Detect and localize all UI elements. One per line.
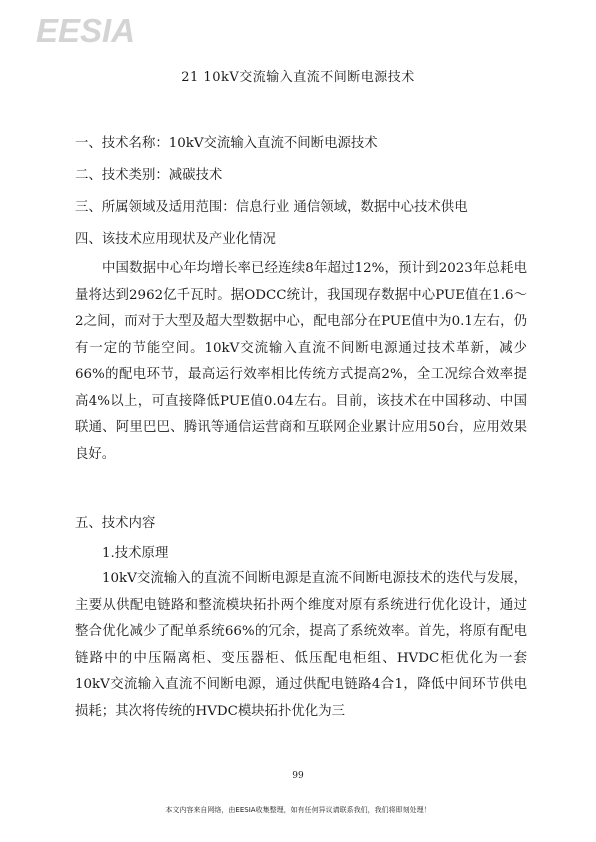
principle-paragraph: 10kV交流输入的直流不间断电源是直流不间断电源技术的迭代与发展，主要从供配电链路和整流模块拓扑两个维度对原有系统进行优化设计，通过整合优化减少了配单系统66%的冗余，提高了系统效率。首先，将原有配电链路中的中压隔离柜、变压器柜、低压配电柜组、HVDC柜优化为一套10kV交流输入直流不间断电源，通过供配电链路4合1，降低中间环节供电损耗；其次将传统的HVDC模块拓扑优化为三 bbox=[75, 571, 527, 719]
subheading-principle: 1.技术原理 bbox=[102, 546, 169, 561]
svg-text:EESIA: EESIA bbox=[36, 12, 136, 48]
status-heading: 四、该技术应用现状及产业化情况 bbox=[75, 232, 276, 247]
page-number: 99 bbox=[292, 771, 304, 781]
technology-category-item: 二、技术类别：减碳技术 bbox=[75, 168, 223, 183]
eesia-logo bbox=[36, 12, 148, 48]
document-title: 21 10kV交流输入直流不间断电源技术 bbox=[181, 70, 415, 85]
section-heading-technical-content: 五、技术内容 bbox=[75, 516, 156, 531]
footer-disclaimer: 本文内容来自网络，由EESIA收集整理，如有任何异议请联系我们，我们将即刻处理！ bbox=[165, 806, 431, 814]
technology-name-item: 一、技术名称：10kV交流输入直流不间断电源技术 bbox=[75, 136, 378, 151]
application-scope-item: 三、所属领域及适用范围：信息行业 通信领域，数据中心技术供电 bbox=[75, 200, 468, 215]
status-paragraph: 中国数据中心年均增长率已经连续8年超过12%，预计到2023年总耗电量将达到2962亿千瓦时。据ODCC统计，我国现存数据中心PUE值在1.6～2之间，而对于大型及超大型数据中心，配电部分在PUE值中为0.1左右，仍有一定的节能空间。10kV交流输入直流不间断电源通过技术革新，减少66%的配电环节，最高运行效率相比传统方式提高2%，全工况综合效率提高4%以上，可直接降低PUE值0.04左右。目前，该技术在中国移动、中国联通、阿里巴巴、腾讯等通信运营商和互联网企业累计应用50台，应用效果良好。 bbox=[75, 261, 527, 462]
